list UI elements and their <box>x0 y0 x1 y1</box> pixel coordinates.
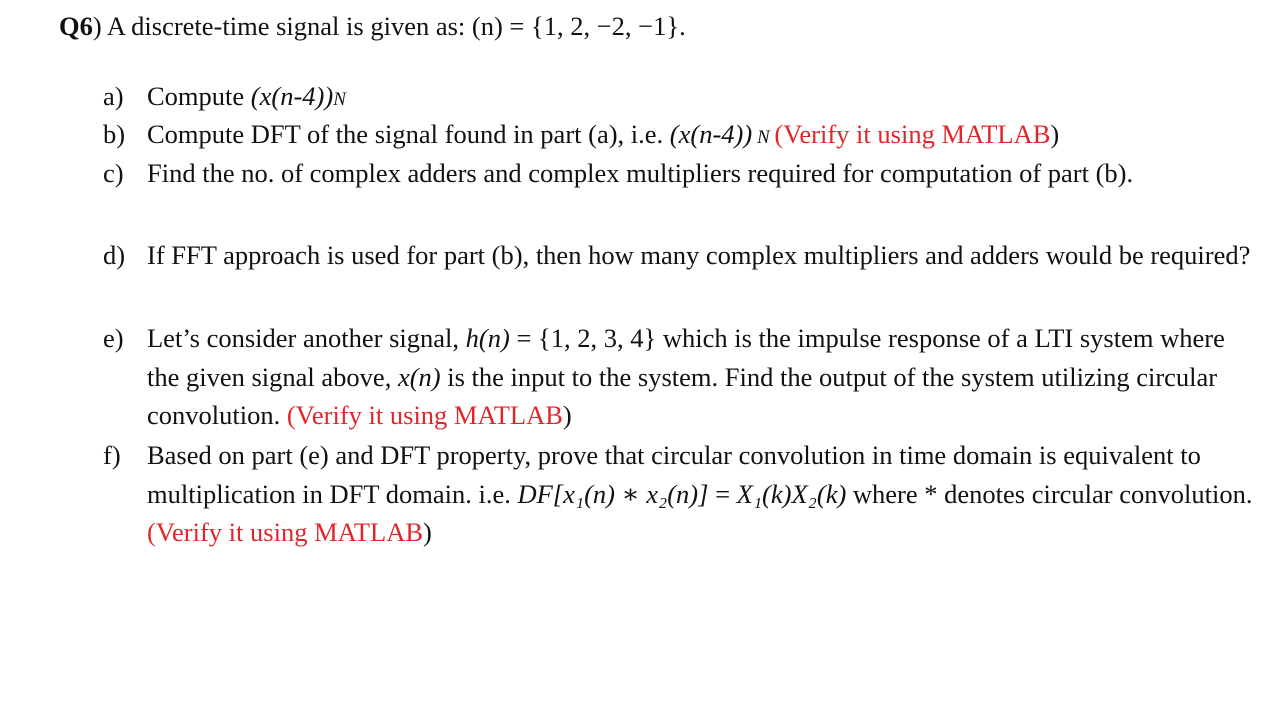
part-f-verify: (Verify it using MATLAB <box>147 517 424 547</box>
part-b <box>103 115 1253 158</box>
part-a-math: (x(n-4)) <box>250 81 334 111</box>
part-c-text: Find the no. of complex adders and complex multipliers required for computation of part (b). <box>147 158 1134 188</box>
part-b-verify: (Verify it using MATLAB <box>774 119 1051 149</box>
part-d-text: If FFT approach is used for part (b), then how many complex multipliers and adders would be required? <box>147 240 1251 270</box>
part-a-subscript: N <box>333 89 346 110</box>
part-e-verify: (Verify it using MATLAB <box>286 400 563 430</box>
part-a <box>103 77 1253 120</box>
part-e-label: e) <box>103 323 124 353</box>
part-f <box>103 436 1253 552</box>
part-f-close: ) <box>423 517 432 547</box>
part-f-text-1: Based on part (e) and DFT property, prove that circular convolution in time domain is equivalent to multiplication in DFT domain. i.e. <box>147 440 1201 509</box>
part-f-math-2: X₁(k)X₂(k) <box>736 478 847 509</box>
part-f-body <box>147 436 1253 552</box>
question-heading <box>59 10 686 42</box>
part-e-text-2: = {1, 2, 3, 4} which is the impulse response of a LTI system where the given signal above, <box>147 323 1225 392</box>
part-b-math: (x(n-4)) <box>669 119 753 149</box>
part-f-label: f) <box>103 440 121 470</box>
part-e-text-1: Let’s consider another signal, <box>147 323 466 353</box>
part-c-label: c) <box>103 158 124 188</box>
part-b-body <box>147 115 1253 158</box>
part-a-body <box>147 77 1253 120</box>
part-e-math-2: x(n) <box>397 361 441 392</box>
part-b-subscript: N <box>752 127 775 148</box>
part-e-math-1: h(n) <box>465 323 510 353</box>
part-a-text: Compute <box>147 81 251 111</box>
part-f-math-1: DF[x₁(n) ∗ x₂(n)] <box>517 478 709 509</box>
signal-definition: (n) = {1, 2, −2, −1}. <box>471 11 686 41</box>
part-e <box>103 319 1253 435</box>
part-d <box>103 236 1253 275</box>
part-e-text-3: is the input to the system. Find the output of the system utilizing circular convolution. <box>147 361 1218 430</box>
part-a-label: a) <box>103 81 124 111</box>
part-e-body <box>147 319 1253 435</box>
part-f-text-3: where * denotes circular convolution. <box>846 478 1253 509</box>
part-e-close: ) <box>562 400 572 430</box>
part-d-label: d) <box>103 240 126 270</box>
part-b-text: Compute DFT of the signal found in part (a), i.e. <box>147 119 670 149</box>
question-number: Q6 <box>59 11 93 41</box>
part-c <box>103 154 1253 193</box>
part-b-label: b) <box>103 119 126 149</box>
part-f-text-2: = <box>708 478 737 509</box>
question-text: ) A discrete-time signal is given as: <box>92 11 472 41</box>
part-b-close: ) <box>1050 119 1060 149</box>
